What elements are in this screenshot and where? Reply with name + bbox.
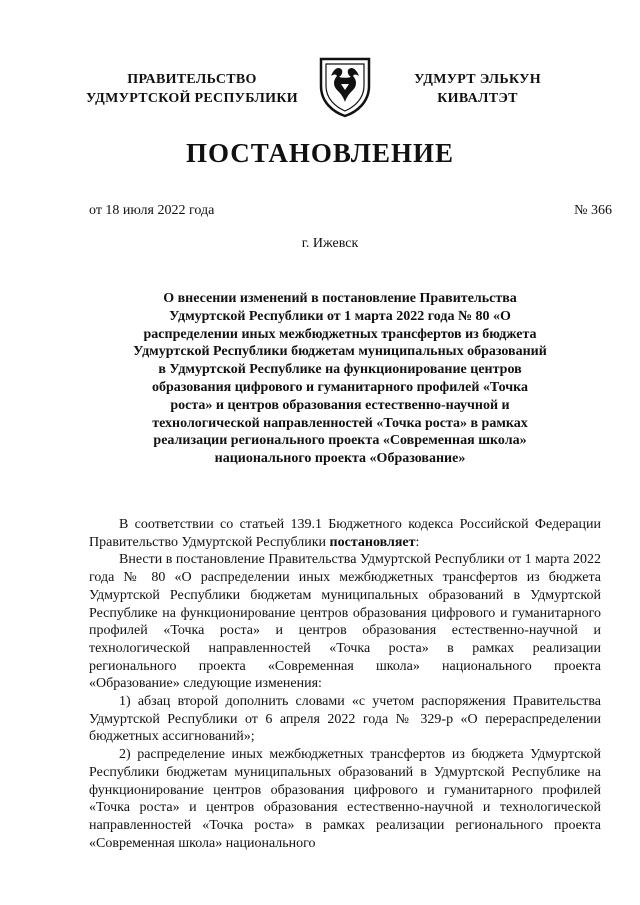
government-name-line: ПРАВИТЕЛЬСТВО: [127, 72, 257, 87]
document-date: от 18 июля 2022 года: [89, 203, 215, 218]
document-body: [89, 516, 601, 852]
body-paragraph: [89, 516, 601, 551]
document-title: ПОСТАНОВЛЕНИЕ: [185, 138, 455, 168]
decision-keyword: постановляет: [329, 534, 416, 550]
coat-of-arms-icon: [317, 56, 373, 118]
government-name-russian: [62, 70, 322, 108]
document-city: г. Ижевск: [301, 236, 359, 251]
government-name-line: КИВАЛТЭТ: [437, 91, 518, 106]
government-name-udmurt: [375, 70, 580, 108]
body-paragraph: 2) распределение иных межбюджетных трансфертов из бюджета Удмуртской Республики бюджетам муниципальных образований в Удмуртской Республике на функционирование центров образования цифрового и гуманитарного профилей «Точка роста» и центров образования естественно-научной и технологической направленностей «Точка роста» в рамках реализации регионального проекта «Современная школа» национального: [89, 747, 601, 851]
document-subject: О внесении изменений в постановление Правительства Удмуртской Республики от 1 марта 2022 года № 80 «О распределении иных межбюджетных трансфертов из бюджета Удмуртской Республики бюджетам муниципальных образований в Удмуртской Республике на функционирование центров образования цифрового и гуманитарного профилей «Точка роста» и центров образования естественно-научной и технологической направленностей «Точка роста» в рамках реализации регионального проекта «Современная школа» национального проекта «Образование»: [133, 291, 547, 467]
government-name-line: УДМУРТСКОЙ РЕСПУБЛИКИ: [86, 91, 298, 106]
government-name-line: УДМУРТ ЭЛЬКУН: [414, 72, 541, 87]
paragraph-punctuation: :: [415, 534, 420, 550]
paragraph-text: В соответствии со статьей 139.1 Бюджетного кодекса Российской Федерации Правительство Удмуртской Республики: [89, 517, 601, 550]
document-number: № 366: [574, 203, 612, 218]
body-paragraph: 1) абзац второй дополнить словами «с учетом распоряжения Правительства Удмуртской Республики от 6 апреля 2022 года № 329-р «О перераспределении бюджетных ассигнований»;: [89, 694, 601, 745]
body-paragraph: Внести в постановление Правительства Удмуртской Республики от 1 марта 2022 года № 80 «О распределении иных межбюджетных трансфертов из бюджета Удмуртской Республики бюджетам муниципальных образований в Удмуртской Республике на функционирование центров образования цифрового и гуманитарного профилей «Точка роста» и центров образования естественно-научной и технологической направленностей «Точка роста» в рамках реализации регионального проекта «Современная школа» национального проекта «Образование» следующие изменения:: [89, 552, 601, 692]
